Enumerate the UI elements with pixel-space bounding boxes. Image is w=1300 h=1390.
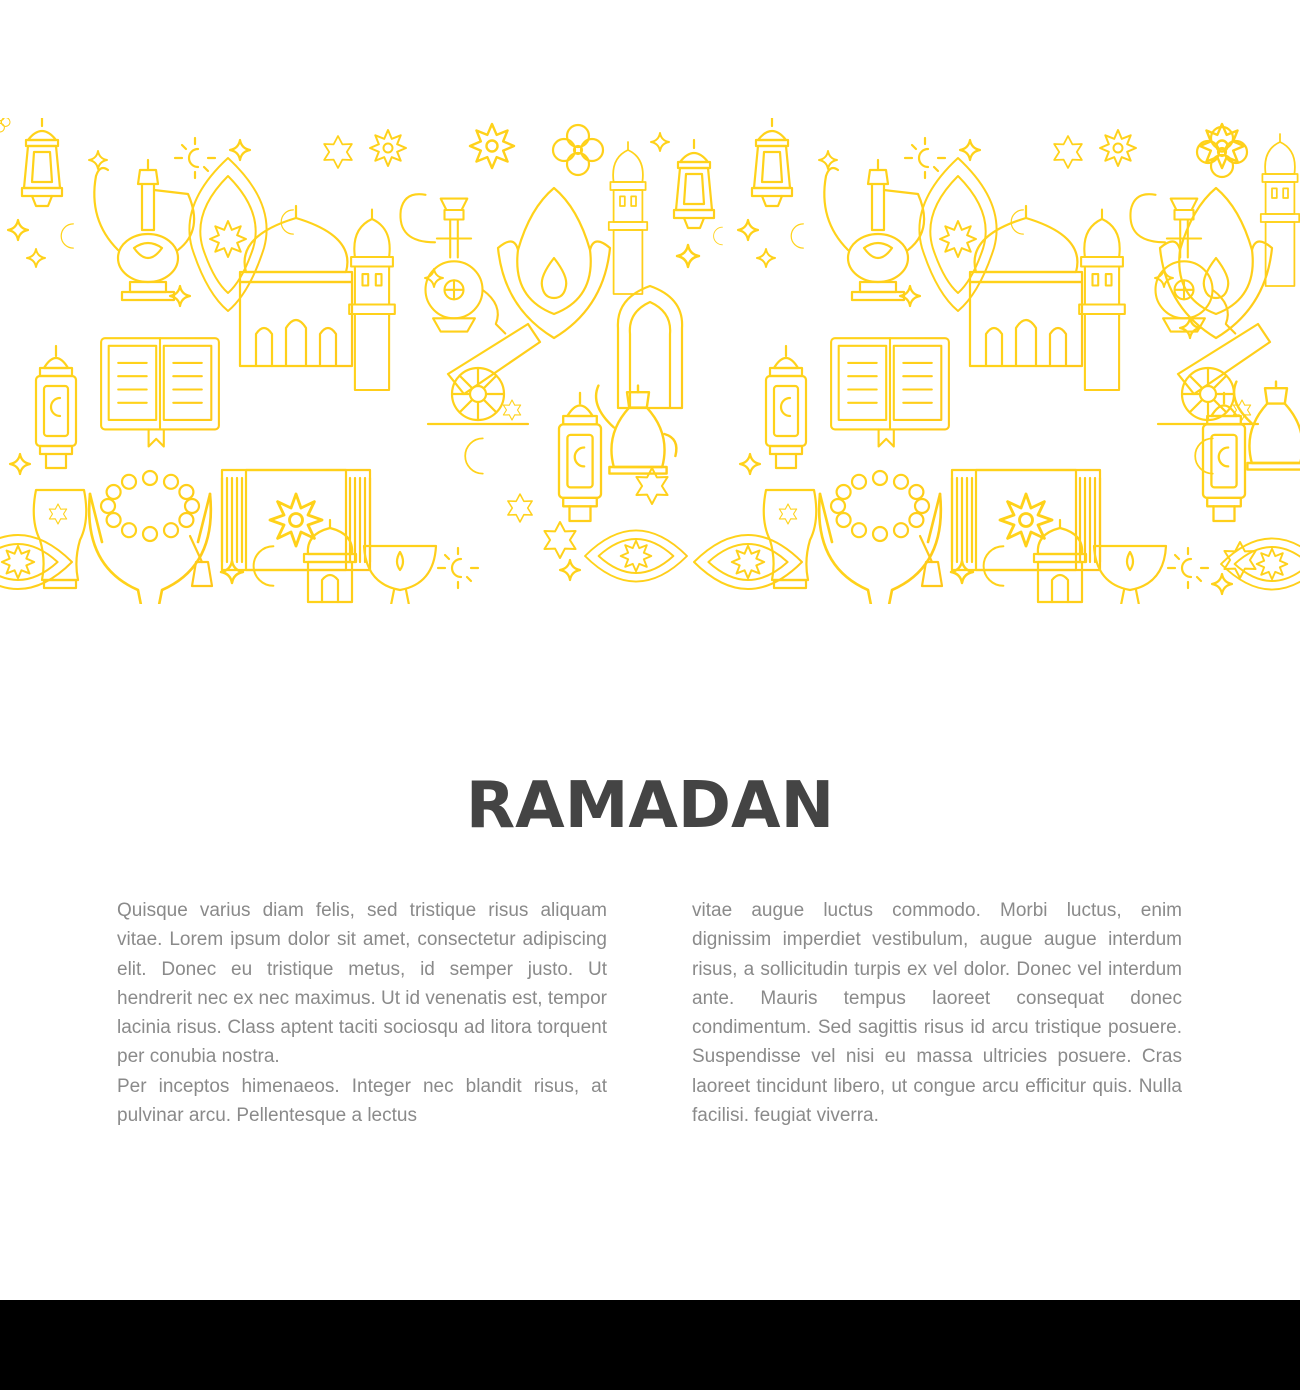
ornament-icon	[919, 158, 996, 311]
ornament-icon	[0, 118, 10, 132]
pattern-svg	[0, 118, 1300, 604]
minaret-icon	[609, 142, 647, 294]
coffee-pot-icon	[824, 160, 924, 300]
star-icon	[740, 454, 760, 474]
star-icon	[370, 130, 406, 166]
prayer-beads-icon	[101, 471, 212, 586]
star-icon	[221, 561, 243, 583]
star-icon	[677, 245, 699, 267]
crescent-moon-icon	[254, 546, 274, 586]
star-icon	[1180, 318, 1200, 338]
star-icon	[27, 249, 45, 267]
cannon-icon	[428, 324, 540, 424]
star-icon	[1212, 574, 1232, 594]
ornament-icon	[1221, 539, 1300, 590]
star-icon	[560, 560, 580, 580]
star-icon	[1200, 124, 1244, 168]
quran-book-icon	[831, 338, 949, 446]
star-icon	[89, 151, 107, 169]
lantern-icon	[1203, 393, 1245, 521]
coffee-pot-icon	[596, 386, 676, 474]
mosque-dome-icon	[970, 206, 1082, 366]
praying-hands-icon	[819, 494, 941, 604]
star-icon	[470, 124, 514, 168]
lantern-icon	[674, 140, 714, 228]
ramadan-line-pattern-banner	[0, 118, 1300, 604]
body-paragraph: Quisque varius diam felis, sed tristique risus aliquam vitae. Lorem ipsum dolor sit amet, consectetur adipiscing elit. Donec eu tristique metus, id semper justo. Ut hendrerit nec ex nec maximus. Ut id venenatis est, tempor lacinia risus. Class aptent taciti sociosqu ad litora torquent per conubia nostra.	[117, 900, 608, 1068]
minaret-icon	[349, 210, 395, 391]
lantern-icon	[36, 346, 76, 468]
star-icon	[951, 561, 973, 583]
coffee-pot-icon	[94, 160, 194, 300]
star-icon	[230, 140, 250, 160]
quran-book-icon	[101, 338, 219, 446]
crescent-moon-icon	[1168, 548, 1208, 588]
star-icon	[757, 249, 775, 267]
crescent-moon-icon	[791, 224, 803, 248]
mosque-dome-icon	[240, 206, 352, 366]
star-icon	[960, 140, 980, 160]
ornament-icon	[585, 531, 687, 582]
star-icon	[49, 504, 66, 524]
crescent-moon-icon	[714, 227, 723, 245]
star-icon	[170, 286, 190, 306]
star-icon	[738, 220, 758, 240]
star-icon	[503, 400, 520, 420]
ornament-icon	[553, 125, 603, 175]
star-icon	[651, 133, 669, 151]
minaret-icon	[1079, 210, 1125, 391]
candle-bowl-icon	[1094, 546, 1166, 604]
candle-bowl-icon	[364, 546, 436, 604]
crescent-moon-icon	[905, 138, 945, 178]
star-icon	[270, 494, 322, 546]
crescent-moon-icon	[438, 548, 478, 588]
lantern-icon	[559, 393, 601, 521]
hookah-icon	[400, 194, 505, 333]
crescent-moon-icon	[61, 224, 73, 248]
star-icon	[819, 151, 837, 169]
star-icon	[1054, 136, 1082, 168]
ornament-icon	[189, 158, 266, 311]
star-icon	[425, 269, 443, 287]
praying-hands-icon	[89, 494, 211, 604]
tulip-drop-icon	[498, 188, 610, 338]
text-column-right	[692, 896, 1182, 1130]
prayer-beads-icon	[831, 471, 942, 586]
star-icon	[1100, 130, 1136, 166]
footer-bar	[0, 1300, 1300, 1390]
star-icon	[10, 454, 30, 474]
body-paragraph: Per inceptos himenaeos. Integer nec blandit risus, at pulvinar arcu. Pellentesque a lectus	[117, 1075, 607, 1127]
lantern-icon	[752, 118, 792, 206]
crescent-moon-icon	[465, 438, 483, 473]
star-icon	[1000, 494, 1052, 546]
crescent-moon-icon	[175, 138, 215, 178]
minaret-icon	[1261, 134, 1299, 286]
star-icon	[544, 522, 575, 558]
star-icon	[779, 504, 796, 524]
star-icon	[508, 494, 532, 522]
body-paragraph: vitae augue luctus commodo. Morbi luctus, enim dignissim imperdiet vestibulum, augue augue interdum risus, a sollicitudin turpis ex vel dolor. Donec vel interdum ante. Mauris tempus laoreet consequat donec condimentum. Sed sagittis risus id arcu tristique posuere. Suspendisse vel nisi eu massa ultricies posuere. Cras laoreet tincidunt libero, ut congue arcu efficitur quis. Nulla facilisi. feugiat viverra.	[692, 900, 1182, 1127]
window-arch-icon	[618, 286, 682, 408]
lantern-icon	[22, 118, 62, 206]
cannon-icon	[1158, 324, 1270, 424]
page-title: RAMADAN	[465, 769, 835, 843]
lantern-icon	[766, 346, 806, 468]
star-icon	[900, 286, 920, 306]
star-icon	[8, 220, 28, 240]
crescent-moon-icon	[984, 546, 1004, 586]
text-column-left	[117, 896, 607, 1130]
star-icon	[324, 136, 352, 168]
